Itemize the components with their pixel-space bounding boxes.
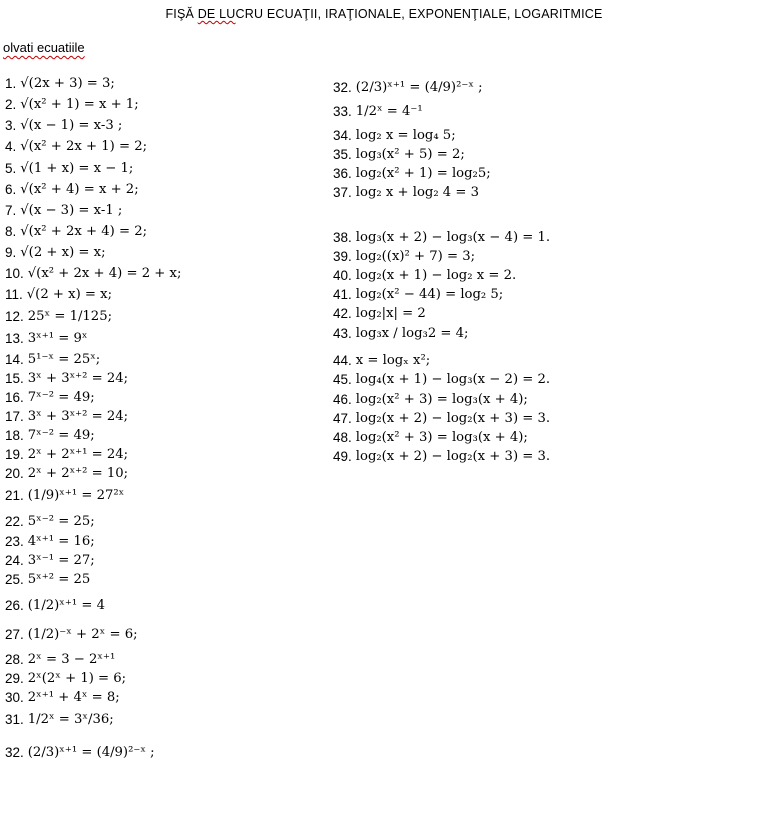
equation-text: log₂(x + 1) − log₂ x = 2.	[355, 268, 517, 283]
equation-item	[5, 309, 112, 325]
equation-text: 1/2ˣ = 3ˣ/36;	[27, 712, 114, 727]
equation-number: 41.	[333, 287, 352, 302]
equation-text: 3ˣ⁻¹ = 27;	[27, 553, 95, 568]
equation-item	[5, 245, 106, 261]
equation-text: 2ˣ(2ˣ + 1) = 6;	[27, 671, 127, 686]
equation-text: log₂(x + 2) − log₂(x + 3) = 3.	[355, 411, 551, 426]
equation-item	[5, 627, 138, 643]
equation-number: 21.	[5, 488, 24, 503]
equation-item	[5, 514, 95, 530]
equation-number: 32.	[5, 745, 24, 760]
equation-item	[333, 430, 528, 446]
equation-item	[333, 411, 550, 427]
equation-number: 1.	[5, 76, 17, 91]
equation-text: 5ˣ⁻² = 25;	[27, 514, 95, 529]
equation-number: 2.	[5, 97, 17, 112]
equation-text: 3ˣ + 3ˣ⁺² = 24;	[27, 409, 129, 424]
equation-item	[5, 139, 147, 155]
equation-item	[333, 185, 479, 201]
equation-number: 7.	[5, 203, 17, 218]
equation-text: 3ˣ + 3ˣ⁺² = 24;	[27, 371, 129, 386]
equation-item	[333, 306, 426, 322]
equation-number: 31.	[5, 712, 24, 727]
equation-number: 35.	[333, 147, 352, 162]
equation-text: log₃(x² + 5) = 2;	[355, 147, 465, 162]
equation-number: 14.	[5, 352, 24, 367]
equation-item	[5, 97, 139, 113]
equation-number: 43.	[333, 326, 352, 341]
equation-item	[333, 166, 491, 182]
equation-item	[333, 249, 475, 265]
equation-number: 28.	[5, 652, 24, 667]
equation-number: 26.	[5, 598, 24, 613]
equation-item	[5, 266, 181, 282]
equation-item	[333, 104, 423, 120]
equation-number: 39.	[333, 249, 352, 264]
equation-text: log₂(x² + 3) = log₃(x + 4);	[355, 392, 528, 407]
equation-number: 49.	[333, 449, 352, 464]
equation-item	[5, 182, 139, 198]
equation-number: 45.	[333, 372, 352, 387]
equation-text: 2ˣ + 2ˣ⁺¹ = 24;	[27, 447, 129, 462]
equation-number: 37.	[333, 185, 352, 200]
equation-item	[5, 488, 124, 504]
equation-text: 2ˣ + 2ˣ⁺² = 10;	[27, 466, 129, 481]
equation-number: 46.	[333, 392, 352, 407]
equation-text: √(1 + x) = x − 1;	[20, 161, 134, 176]
equation-text: log₃(x + 2) − log₃(x − 4) = 1.	[355, 230, 551, 245]
equation-item	[5, 553, 95, 569]
equation-text: √(x² + 2x + 4) = 2;	[20, 224, 148, 239]
spellcheck-marked-word: DE LU	[197, 7, 236, 21]
equation-number: 8.	[5, 224, 17, 239]
equation-text: 25ˣ = 1/125;	[27, 309, 113, 324]
equation-text: √(2 + x) = x;	[26, 287, 113, 302]
equation-item	[5, 224, 147, 240]
equation-number: 42.	[333, 306, 352, 321]
equation-text: 1/2ˣ = 4⁻¹	[355, 104, 423, 119]
equation-text: log₂(x + 2) − log₂(x + 3) = 3.	[355, 449, 551, 464]
equation-number: 40.	[333, 268, 352, 283]
equation-item	[5, 118, 122, 134]
equation-item	[5, 203, 122, 219]
equation-text: log₂((x)² + 7) = 3;	[355, 249, 476, 264]
equation-number: 24.	[5, 553, 24, 568]
equation-item	[5, 428, 95, 444]
equation-item	[333, 147, 465, 163]
equation-item	[5, 352, 100, 368]
equation-number: 30.	[5, 690, 24, 705]
equation-item	[5, 76, 115, 92]
equation-item	[5, 671, 126, 687]
equation-text: log₃x / log₃2 = 4;	[355, 326, 469, 341]
equation-text: log₂ x = log₄ 5;	[355, 128, 456, 143]
equation-text: 3ˣ⁺¹ = 9ˣ	[27, 331, 88, 346]
equation-number: 22.	[5, 514, 24, 529]
equation-number: 27.	[5, 627, 24, 642]
equation-item	[333, 372, 550, 388]
equation-text: √(2x + 3) = 3;	[20, 76, 115, 91]
equation-item	[5, 712, 114, 728]
equation-text: (1/2)ˣ⁺¹ = 4	[27, 598, 105, 613]
equation-number: 4.	[5, 139, 17, 154]
equation-number: 10.	[5, 266, 24, 281]
equation-item	[5, 331, 87, 347]
equation-number: 13.	[5, 331, 24, 346]
worksheet-subtitle: olvati ecuatiile	[3, 40, 85, 55]
equation-number: 19.	[5, 447, 24, 462]
equation-text: log₂(x² + 3) = log₃(x + 4);	[355, 430, 528, 445]
equation-number: 25.	[5, 572, 24, 587]
equation-number: 33.	[333, 104, 352, 119]
equation-item	[5, 409, 128, 425]
equation-number: 38.	[333, 230, 352, 245]
equation-text: √(x − 3) = x-1 ;	[20, 203, 123, 218]
equation-text: 7ˣ⁻² = 49;	[27, 390, 95, 405]
equation-number: 36.	[333, 166, 352, 181]
equation-number: 12.	[5, 309, 24, 324]
equation-number: 15.	[5, 371, 24, 386]
equation-number: 48.	[333, 430, 352, 445]
equation-number: 6.	[5, 182, 17, 197]
equation-item	[333, 128, 456, 144]
equation-number: 9.	[5, 245, 17, 260]
equation-text: log₄(x + 1) − log₃(x − 2) = 2.	[355, 372, 551, 387]
equation-text: (1/9)ˣ⁺¹ = 27²ˣ	[27, 488, 125, 503]
equation-text: log₂(x² + 1) = log₂5;	[355, 166, 491, 181]
equation-number: 3.	[5, 118, 17, 133]
equation-item	[5, 161, 133, 177]
equation-item	[333, 326, 468, 342]
equation-text: x = logₓ x²;	[355, 353, 431, 368]
equation-item	[5, 572, 90, 588]
equation-number: 16.	[5, 390, 24, 405]
equation-number: 44.	[333, 353, 352, 368]
equation-item	[5, 447, 128, 463]
equation-item	[333, 268, 516, 284]
equation-text: log₂|x| = 2	[355, 306, 426, 321]
equation-text: √(x² + 2x + 4) = 2 + x;	[27, 266, 182, 281]
equation-number: 17.	[5, 409, 24, 424]
equation-item	[333, 230, 550, 246]
equation-item	[5, 371, 128, 387]
equation-item	[333, 449, 550, 465]
equation-item	[5, 466, 128, 482]
equation-number: 34.	[333, 128, 352, 143]
equation-text: √(x² + 4) = x + 2;	[20, 182, 139, 197]
equation-text: (2/3)ˣ⁺¹ = (4/9)²⁻ˣ ;	[27, 745, 155, 760]
equation-text: √(x² + 2x + 1) = 2;	[20, 139, 148, 154]
equation-item	[333, 353, 430, 369]
equation-text: 7ˣ⁻² = 49;	[27, 428, 95, 443]
equation-number: 23.	[5, 534, 24, 549]
equation-number: 32.	[333, 80, 352, 95]
equation-item	[333, 392, 528, 408]
equation-number: 20.	[5, 466, 24, 481]
equation-text: log₂(x² − 44) = log₂ 5;	[355, 287, 504, 302]
equation-text: √(x − 1) = x-3 ;	[20, 118, 123, 133]
equation-text: log₂ x + log₂ 4 = 3	[355, 185, 480, 200]
equation-number: 5.	[5, 161, 17, 176]
equation-item	[5, 534, 95, 550]
worksheet-title: FIŞĂ DE LUCRU ECUAŢII, IRAŢIONALE, EXPONENŢIALE, LOGARITMICE	[165, 7, 603, 21]
equation-text: (2/3)ˣ⁺¹ = (4/9)²⁻ˣ ;	[355, 80, 483, 95]
equation-text: 4ˣ⁺¹ = 16;	[27, 534, 95, 549]
equation-number: 29.	[5, 671, 24, 686]
equation-item	[5, 390, 95, 406]
equation-item	[5, 745, 155, 761]
equation-item	[5, 287, 112, 303]
equation-text: 2ˣ⁺¹ + 4ˣ = 8;	[27, 690, 120, 705]
equation-text: 5¹⁻ˣ = 25ˣ;	[27, 352, 101, 367]
equation-text: √(2 + x) = x;	[20, 245, 106, 260]
equation-text: (1/2)⁻ˣ + 2ˣ = 6;	[27, 627, 138, 642]
equation-number: 47.	[333, 411, 352, 426]
equation-text: 2ˣ = 3 − 2ˣ⁺¹	[27, 652, 116, 667]
equation-item	[333, 80, 483, 96]
equation-number: 11.	[5, 287, 23, 302]
equation-item	[5, 690, 120, 706]
equation-item	[5, 598, 105, 614]
equation-item	[333, 287, 503, 303]
equation-text: 5ˣ⁺² = 25	[27, 572, 91, 587]
equation-item	[5, 652, 115, 668]
equation-text: √(x² + 1) = x + 1;	[20, 97, 139, 112]
equation-number: 18.	[5, 428, 24, 443]
